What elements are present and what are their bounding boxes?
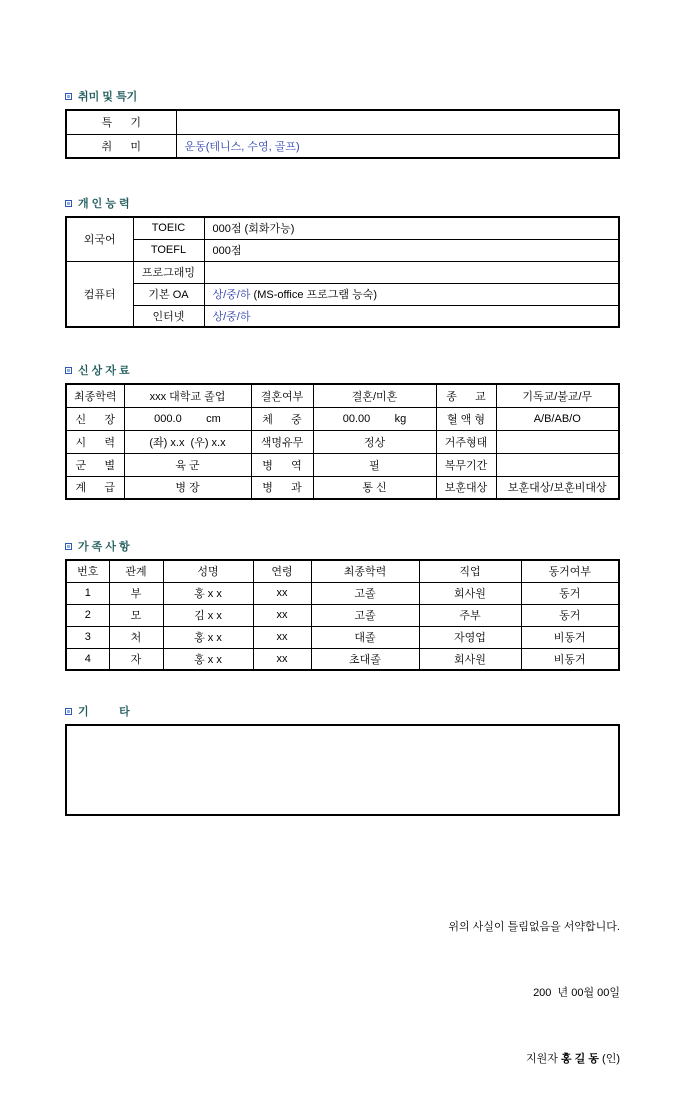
section-title-ability <box>65 195 620 211</box>
section-title-text: 기 타 <box>78 706 130 718</box>
table-cell: 고졸 <box>311 604 419 626</box>
field-label-cell: 혈 액 형 <box>436 407 496 430</box>
table-cell: 홍 x x <box>163 626 253 648</box>
section-hobby <box>65 88 620 159</box>
table-cell: 비동거 <box>521 648 619 670</box>
section-family <box>65 538 620 671</box>
field-value-cell <box>204 283 619 305</box>
table-cell: 홍 x x <box>163 582 253 604</box>
field-label-cell: 계 급 <box>66 476 124 499</box>
field-value-cell: A/B/AB/O <box>496 407 619 430</box>
field-label-cell: 인터넷 <box>133 305 204 327</box>
field-value-cell: 육 군 <box>124 453 251 476</box>
section-title-etc <box>65 703 620 719</box>
field-value-cell <box>204 239 619 261</box>
field-label-cell: 특 기 <box>66 110 176 134</box>
table-cell: 3 <box>66 626 109 648</box>
table-row <box>66 430 619 453</box>
field-label-cell: 종 교 <box>436 384 496 407</box>
field-label-cell: TOEIC <box>133 217 204 239</box>
table-row <box>66 110 619 134</box>
field-value-cell: 000.0 cm <box>124 407 251 430</box>
field-value-cell <box>496 430 619 453</box>
column-header: 직업 <box>419 560 521 582</box>
field-label-cell: 복무기간 <box>436 453 496 476</box>
field-value-cell <box>204 305 619 327</box>
table-row <box>66 648 619 670</box>
value-black-part: 000점 (회화가능) <box>212 223 295 236</box>
section-title-text: 개 인 능 력 <box>78 198 130 210</box>
field-label-cell: 체 중 <box>251 407 313 430</box>
column-header: 성명 <box>163 560 253 582</box>
field-label-cell: 거주형태 <box>436 430 496 453</box>
applicant-line <box>65 1048 620 1070</box>
table-cell: 비동거 <box>521 626 619 648</box>
table-cell: 자영업 <box>419 626 521 648</box>
table-cell: 김 x x <box>163 604 253 626</box>
section-title-text: 신 상 자 료 <box>78 365 130 377</box>
table-row <box>66 239 619 261</box>
table-cell: 처 <box>109 626 163 648</box>
field-value-cell: 00.00 kg <box>313 407 436 430</box>
section-ability <box>65 195 620 328</box>
pledge-date: 200 년 00월 00일 <box>533 987 620 999</box>
table-cell: 4 <box>66 648 109 670</box>
table-cell: xx <box>253 626 311 648</box>
applicant-suffix: (인) <box>598 1053 620 1065</box>
column-header: 동거여부 <box>521 560 619 582</box>
applicant-name: 홍 길 동 <box>560 1053 599 1065</box>
field-label-cell: 색명유무 <box>251 430 313 453</box>
table-row <box>66 305 619 327</box>
field-label-cell: 보훈대상 <box>436 476 496 499</box>
table-cell: 2 <box>66 604 109 626</box>
table-row <box>66 582 619 604</box>
field-label-cell: 시 력 <box>66 430 124 453</box>
field-label-cell: TOEFL <box>133 239 204 261</box>
value-blue-part: 상/중/하 <box>212 310 251 323</box>
field-label-cell: 신 장 <box>66 407 124 430</box>
personal-table <box>65 383 620 500</box>
table-cell: 회사원 <box>419 582 521 604</box>
table-row <box>66 217 619 239</box>
field-value-cell: 정상 <box>313 430 436 453</box>
ability-table <box>65 216 620 328</box>
square-bullet-icon <box>65 200 72 207</box>
table-row <box>66 604 619 626</box>
table-cell: xx <box>253 648 311 670</box>
table-row <box>66 283 619 305</box>
column-header: 번호 <box>66 560 109 582</box>
square-bullet-icon <box>65 543 72 550</box>
value-black-part: 000점 <box>212 245 242 257</box>
field-value-cell: 통 신 <box>313 476 436 499</box>
table-cell: 동거 <box>521 582 619 604</box>
table-row <box>66 384 619 407</box>
column-header: 최종학력 <box>311 560 419 582</box>
section-title-hobby <box>65 88 620 104</box>
square-bullet-icon <box>65 367 72 374</box>
table-cell: 홍 x x <box>163 648 253 670</box>
table-row <box>66 626 619 648</box>
field-label-cell: 취 미 <box>66 134 176 158</box>
field-value-cell: 병 장 <box>124 476 251 499</box>
field-value-cell: 필 <box>313 453 436 476</box>
table-cell: 동거 <box>521 604 619 626</box>
table-row <box>66 476 619 499</box>
table-cell: 초대졸 <box>311 648 419 670</box>
field-label-cell: 기본 OA <box>133 283 204 305</box>
field-value-cell <box>496 453 619 476</box>
group-cell-computer: 컴퓨터 <box>66 261 133 327</box>
value-blue-part: 상/중/하 <box>212 289 251 301</box>
field-label-cell: 결혼여부 <box>251 384 313 407</box>
table-row <box>66 453 619 476</box>
field-value-cell: 결혼/미혼 <box>313 384 436 407</box>
applicant-prefix: 지원자 <box>526 1053 561 1065</box>
group-cell-language: 외국어 <box>66 217 133 261</box>
column-header: 관계 <box>109 560 163 582</box>
section-title-text: 가 족 사 항 <box>78 541 130 553</box>
hobby-table <box>65 109 620 159</box>
field-label-cell: 군 별 <box>66 453 124 476</box>
section-title-family <box>65 538 620 554</box>
table-cell: 회사원 <box>419 648 521 670</box>
field-label-cell: 병 과 <box>251 476 313 499</box>
field-label-cell: 병 역 <box>251 453 313 476</box>
field-value-cell: xxx 대학교 졸업 <box>124 384 251 407</box>
section-title-text: 취미 및 특기 <box>78 91 138 103</box>
table-cell: 모 <box>109 604 163 626</box>
table-cell: 부 <box>109 582 163 604</box>
family-header-row <box>66 560 619 582</box>
field-value-cell: 기독교/불교/무 <box>496 384 619 407</box>
field-value-cell: 운동(테니스, 수영, 골프) <box>176 134 619 158</box>
field-value-cell <box>176 110 619 134</box>
table-cell: 대졸 <box>311 626 419 648</box>
value-black-part: (MS-office 프로그램 능숙) <box>250 289 378 301</box>
footer-pledge-block <box>65 872 620 1114</box>
table-cell: 고졸 <box>311 582 419 604</box>
column-header: 연령 <box>253 560 311 582</box>
table-cell: xx <box>253 604 311 626</box>
family-table <box>65 559 620 671</box>
section-etc <box>65 703 620 816</box>
field-label-cell: 프로그래밍 <box>133 261 204 283</box>
field-value-cell <box>204 217 619 239</box>
section-title-personal <box>65 362 620 378</box>
table-row <box>66 407 619 430</box>
table-cell: 주부 <box>419 604 521 626</box>
pledge-text: 위의 사실이 틀림없음을 서약합니다. <box>448 921 620 933</box>
table-row <box>66 134 619 158</box>
field-value-cell <box>204 261 619 283</box>
square-bullet-icon <box>65 708 72 715</box>
table-cell: 자 <box>109 648 163 670</box>
square-bullet-icon <box>65 93 72 100</box>
table-cell: xx <box>253 582 311 604</box>
table-cell: 1 <box>66 582 109 604</box>
etc-content-box <box>65 724 620 816</box>
field-label-cell: 최종학력 <box>66 384 124 407</box>
table-row <box>66 261 619 283</box>
field-value-cell: 보훈대상/보훈비대상 <box>496 476 619 499</box>
field-value-cell: (좌) x.x (우) x.x <box>124 430 251 453</box>
section-personal <box>65 362 620 500</box>
